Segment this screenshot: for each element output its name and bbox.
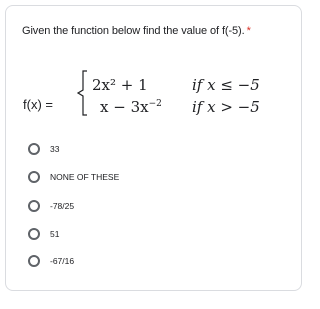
option-51[interactable] <box>28 226 59 242</box>
case-2-expression <box>100 98 162 116</box>
radio-button[interactable] <box>28 255 40 267</box>
piecewise-formula <box>6 6 301 136</box>
option-label: -67/16 <box>50 256 75 266</box>
question-text: Given the function below find the value of f(-5). <box>22 25 245 37</box>
option-neg-78-25[interactable] <box>28 198 74 214</box>
required-asterisk: * <box>246 25 251 37</box>
formula-lhs: f(x) = <box>23 97 53 112</box>
case-2-condition: if x > −5 <box>192 98 260 116</box>
case-1-condition: if x ≤ −5 <box>192 76 260 94</box>
option-label: -78/25 <box>50 201 75 211</box>
option-label: 33 <box>50 144 60 154</box>
case-2-base: x − 3x <box>100 98 149 116</box>
option-33[interactable] <box>28 141 59 157</box>
radio-button[interactable] <box>28 143 40 155</box>
option-label: NONE OF THESE <box>50 172 120 182</box>
case-2-exponent: −2 <box>148 99 162 109</box>
radio-button[interactable] <box>28 200 40 212</box>
left-brace-icon <box>74 70 88 116</box>
option-label: 51 <box>50 229 60 239</box>
question-card <box>5 5 302 291</box>
option-neg-67-16[interactable] <box>28 253 74 269</box>
option-none-of-these[interactable] <box>28 169 119 185</box>
case-1-expression: 2x² + 1 <box>92 76 148 94</box>
radio-button[interactable] <box>28 228 40 240</box>
radio-button[interactable] <box>28 171 40 183</box>
